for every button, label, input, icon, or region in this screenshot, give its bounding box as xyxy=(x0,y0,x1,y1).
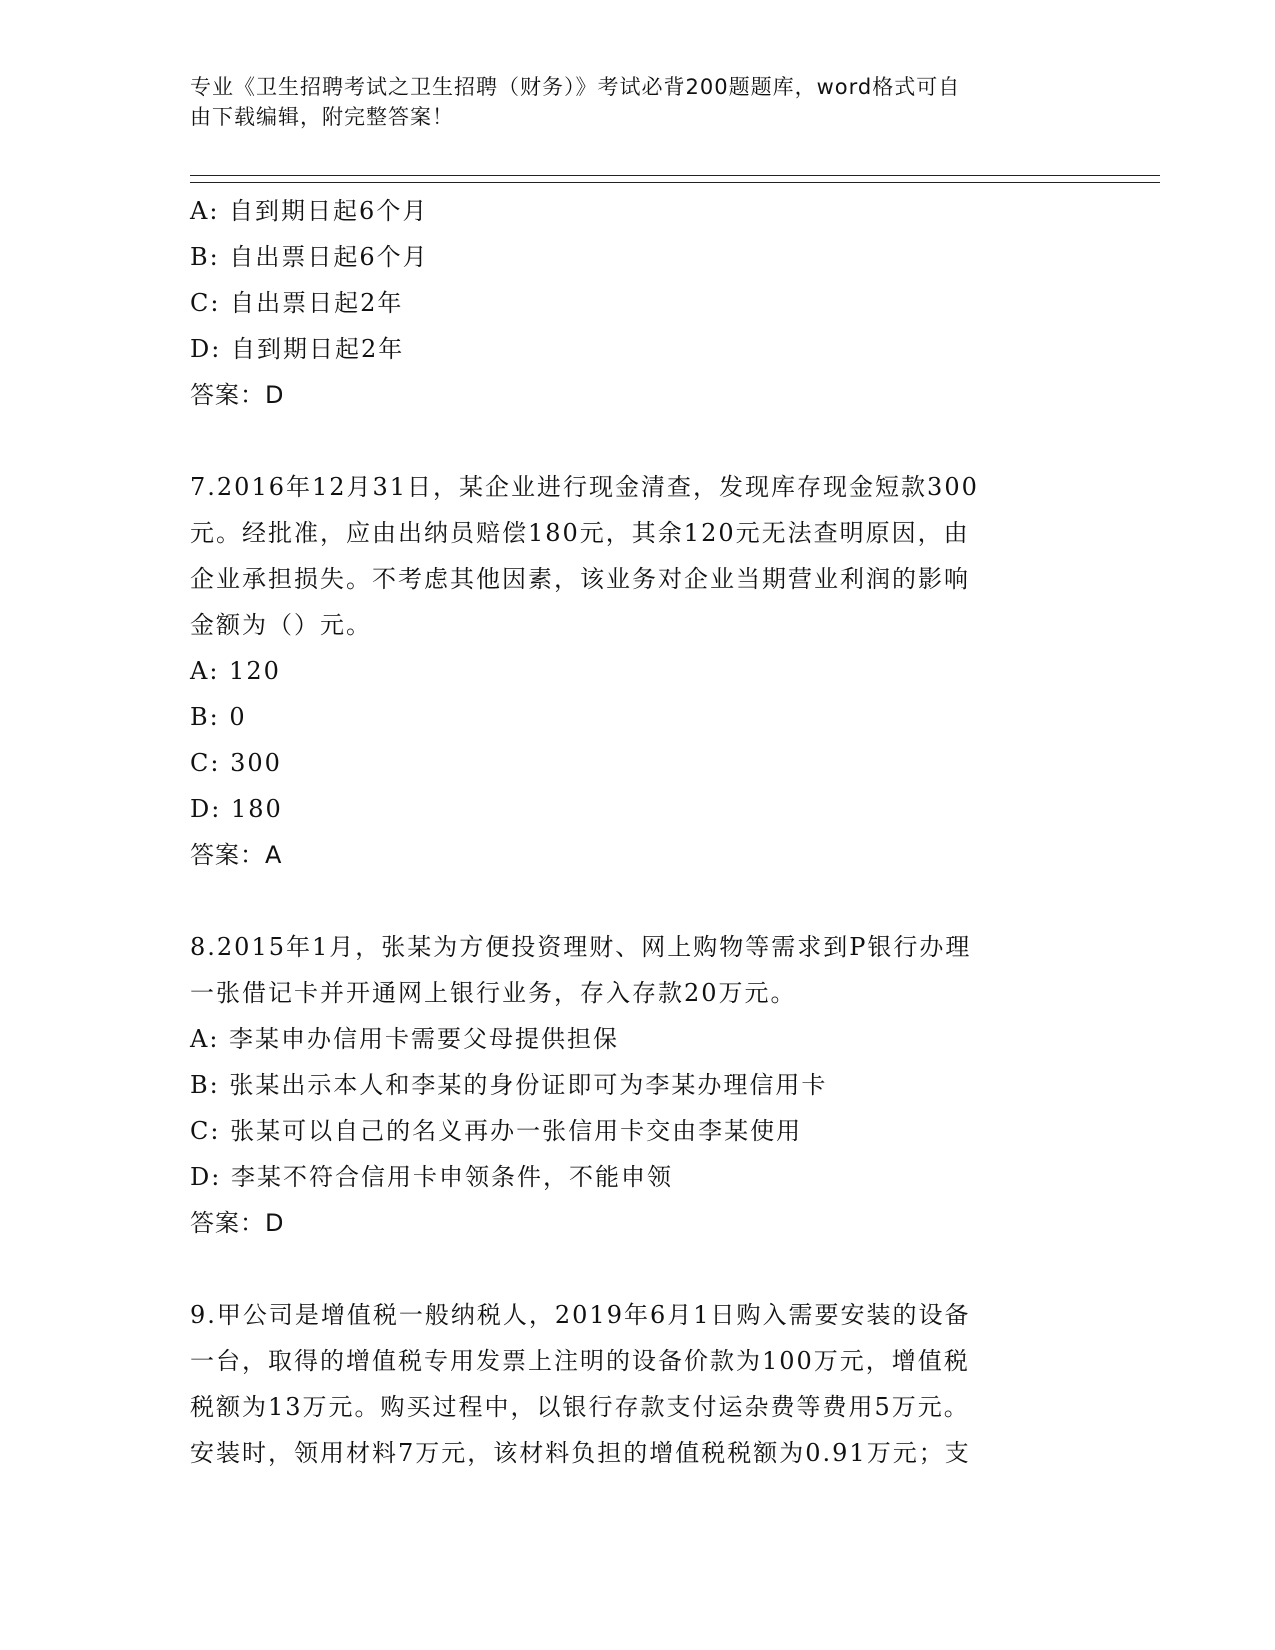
spacer xyxy=(190,418,1080,464)
option-a: A: 自到期日起6个月 xyxy=(190,197,429,225)
document-header xyxy=(190,72,1070,132)
option-d: D: 李某不符合信用卡申领条件，不能申领 xyxy=(190,1163,673,1191)
header-line-1: 专业《卫生招聘考试之卫生招聘（财务）》考试必背200题题库，word格式可自 xyxy=(190,75,961,99)
option-c: C: 300 xyxy=(190,749,282,777)
question-text-line: 9.甲公司是增值税一般纳税人，2019年6月1日购入需要安装的设备 xyxy=(190,1301,971,1329)
spacer xyxy=(190,1246,1080,1292)
question-text-line: 金额为（）元。 xyxy=(190,611,372,639)
answer: 答案：A xyxy=(190,841,283,869)
question-text-line: 安装时，领用材料7万元，该材料负担的增值税税额为0.91万元；支 xyxy=(190,1439,971,1467)
question-8 xyxy=(190,924,1080,1246)
header-divider-bottom xyxy=(190,182,1160,183)
option-d: D: 自到期日起2年 xyxy=(190,335,405,363)
question-text-line: 8.2015年1月，张某为方便投资理财、网上购物等需求到P银行办理 xyxy=(190,933,972,961)
header-divider-top xyxy=(190,175,1160,176)
option-d: D: 180 xyxy=(190,795,283,823)
option-b: B: 自出票日起6个月 xyxy=(190,243,429,271)
answer: 答案：D xyxy=(190,1209,285,1237)
option-b: B: 张某出示本人和李某的身份证即可为李某办理信用卡 xyxy=(190,1071,828,1099)
header-line-2: 由下载编辑，附完整答案！ xyxy=(190,105,454,129)
answer: 答案：D xyxy=(190,381,285,409)
question-content xyxy=(190,188,1080,1476)
question-7 xyxy=(190,464,1080,878)
option-a: A: 120 xyxy=(190,657,281,685)
question-text-line: 一张借记卡并开通网上银行业务，存入存款20万元。 xyxy=(190,979,797,1007)
question-text-line: 元。经批准，应由出纳员赔偿180元，其余120元无法查明原因，由 xyxy=(190,519,970,547)
question-text-line: 税额为13万元。购买过程中，以银行存款支付运杂费等费用5万元。 xyxy=(190,1393,970,1421)
option-a: A: 李某申办信用卡需要父母提供担保 xyxy=(190,1025,620,1053)
question-text-line: 企业承担损失。不考虑其他因素，该业务对企业当期营业利润的影响 xyxy=(190,565,970,593)
question-text-line: 一台，取得的增值税专用发票上注明的设备价款为100万元，增值税 xyxy=(190,1347,970,1375)
option-b: B: 0 xyxy=(190,703,247,731)
spacer xyxy=(190,878,1080,924)
option-c: C: 张某可以自己的名义再办一张信用卡交由李某使用 xyxy=(190,1117,803,1145)
question-9 xyxy=(190,1292,1080,1476)
question-text-line: 7.2016年12月31日，某企业进行现金清查，发现库存现金短款300 xyxy=(190,473,979,501)
question-6 xyxy=(190,188,1080,418)
option-c: C: 自出票日起2年 xyxy=(190,289,404,317)
